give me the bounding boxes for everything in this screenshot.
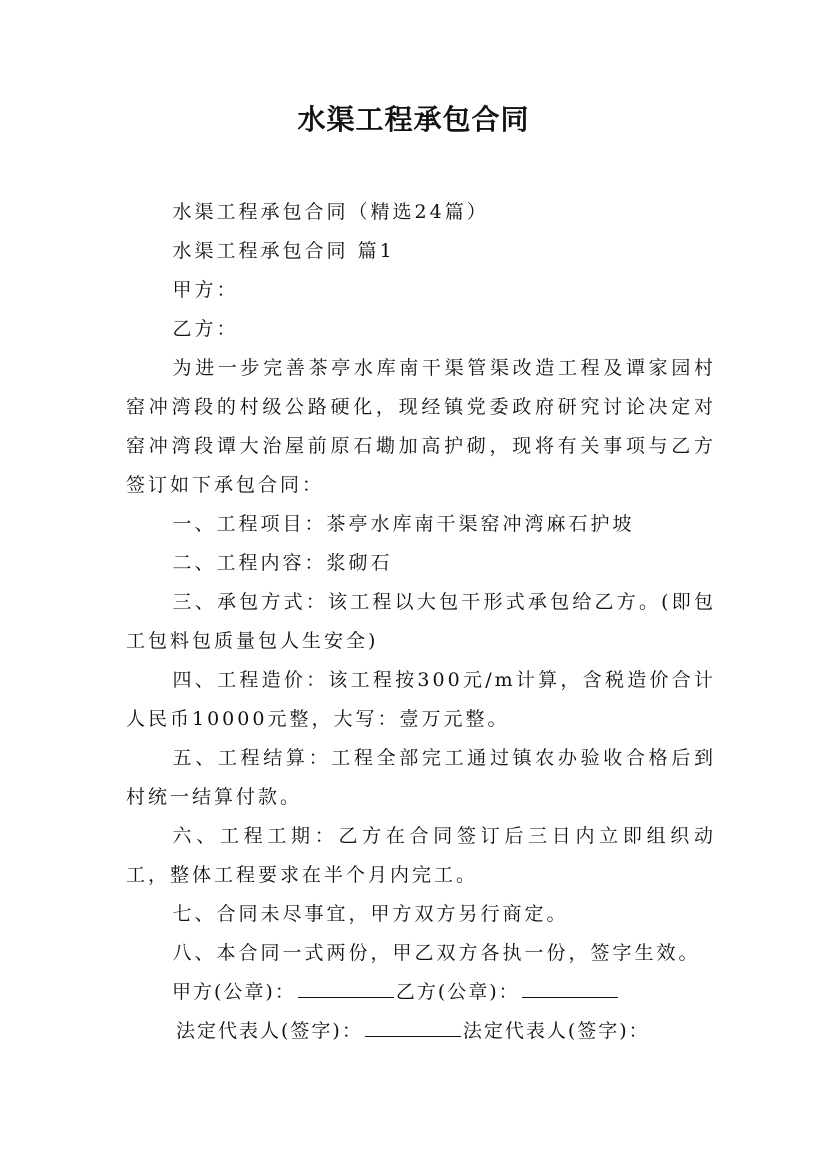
paragraph-party-b: 乙方： bbox=[172, 318, 239, 340]
document-title: 水渠工程承包合同 bbox=[297, 103, 530, 136]
party-a-seal-label: 甲方(公章)： bbox=[172, 981, 296, 1003]
paragraph-section-heading: 水渠工程承包合同 篇1 bbox=[172, 240, 395, 262]
clause-5: 五、工程结算：工程全部完工通过镇农办验收合格后到村统一结算付款。 bbox=[126, 747, 716, 808]
clause-3: 三、承包方式：该工程以大包干形式承包给乙方。(即包工包料包质量包人生安全) bbox=[126, 591, 716, 652]
clause-2: 二、工程内容：浆砌石 bbox=[172, 552, 393, 574]
party-a-seal-blank bbox=[298, 975, 394, 998]
rep-b-label: 法定代表人(签字)： bbox=[462, 1020, 650, 1042]
document-body bbox=[126, 193, 716, 1051]
paragraph-party-a: 甲方： bbox=[172, 279, 239, 301]
clause-8: 八、本合同一式两份，甲乙双方各执一份，签字生效。 bbox=[172, 942, 701, 964]
rep-a-blank bbox=[365, 1014, 461, 1037]
clause-7: 七、合同未尽事宜，甲方双方另行商定。 bbox=[172, 903, 569, 925]
paragraph-subtitle: 水渠工程承包合同（精选24篇） bbox=[172, 201, 489, 223]
clause-1: 一、工程项目：茶亭水库南干渠窑冲湾麻石护坡 bbox=[172, 513, 635, 535]
party-b-seal-blank bbox=[522, 975, 618, 998]
clause-6: 六、工程工期：乙方在合同签订后三日内立即组织动工，整体工程要求在半个月内完工。 bbox=[126, 825, 716, 886]
rep-a-label: 法定代表人(签字)： bbox=[176, 1020, 363, 1042]
representative-line bbox=[126, 1012, 716, 1051]
paragraph-intro: 为进一步完善茶亭水库南干渠管渠改造工程及谭家园村窑冲湾段的村级公路硬化，现经镇党委政府研究讨论决定对窑冲湾段谭大治屋前原石墈加高护砌，现将有关事项与乙方签订如下承包合同： bbox=[126, 357, 716, 496]
seal-line bbox=[126, 973, 716, 1012]
clause-4: 四、工程造价：该工程按300元/m计算，含税造价合计人民币10000元整，大写：壹万元整。 bbox=[126, 669, 716, 730]
party-b-seal-label: 乙方(公章)： bbox=[395, 981, 520, 1003]
